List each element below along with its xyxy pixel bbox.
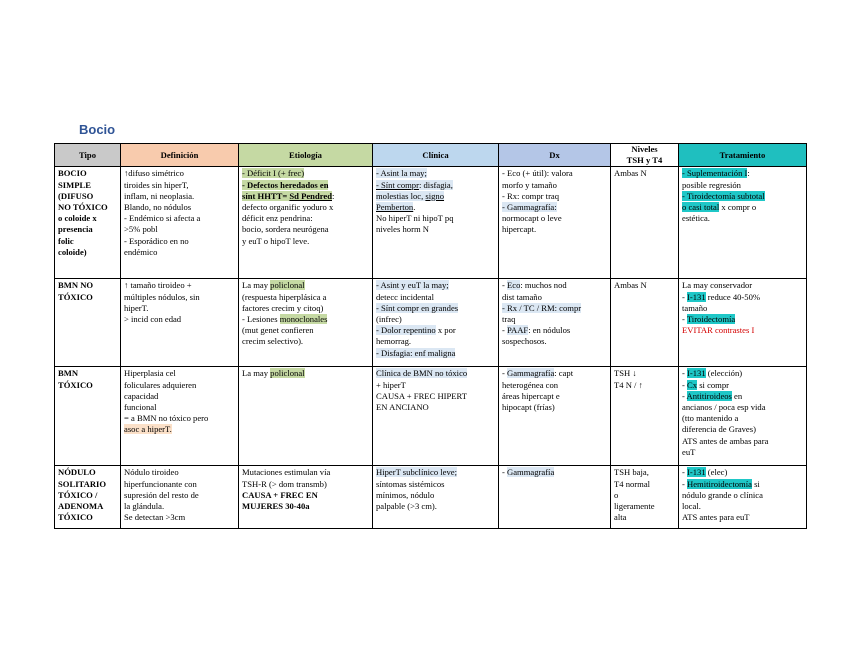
text-line: local.	[682, 501, 701, 512]
text-line	[242, 368, 369, 379]
text-line	[682, 202, 803, 213]
cell-tratamiento	[679, 466, 807, 529]
text-line: crecim selectivo).	[242, 336, 304, 347]
text-line: hiperT.	[124, 302, 149, 313]
text-fragment: -	[502, 467, 508, 478]
text-line	[502, 467, 607, 478]
text-line: - Rx: compr traq	[502, 190, 560, 201]
highlight-eco: Eco	[507, 280, 521, 291]
text-line	[502, 202, 607, 213]
text-line	[376, 191, 495, 202]
text-line: BMN NO	[58, 280, 94, 291]
text-line: diferencia de Graves)	[682, 424, 756, 435]
cell-tipo	[55, 466, 121, 529]
text-line: ATS antes para euT	[682, 512, 750, 523]
text-line	[682, 314, 803, 325]
text-line: palpable (>3 cm).	[376, 501, 437, 512]
bocio-table	[54, 143, 807, 529]
text-fragment: signo	[425, 190, 445, 201]
text-fragment: -	[682, 314, 687, 325]
text-line: - Esporádico en no	[124, 235, 189, 246]
text-line	[376, 280, 495, 291]
cell-definicion	[121, 466, 239, 529]
text-line: foliculares adquieren	[124, 379, 197, 390]
text-line: SOLITARIO	[58, 478, 107, 489]
cell-dx	[499, 466, 611, 529]
text-line: mínimos, nódulo	[376, 489, 435, 500]
highlight-gammagrafia: - Gammagrafía:	[502, 202, 557, 213]
text-fragment: -	[502, 325, 508, 336]
highlight-antitiroideos: Antitiroideos	[686, 390, 732, 401]
text-line: factores crecim y citoq)	[242, 302, 324, 313]
warning-contrastes: EVITAR contrastes I	[682, 325, 755, 336]
cell-niveles	[611, 367, 679, 466]
highlight-i131: I-131	[687, 291, 706, 302]
text-line: ancianos / poca esp vida	[682, 402, 766, 413]
text-line: CAUSA + FREC HIPERT	[376, 390, 468, 401]
text-line	[682, 292, 803, 303]
text-line: Ambas N	[614, 280, 647, 291]
text-line: estética.	[682, 213, 710, 224]
text-line: TSH ↓	[614, 368, 637, 379]
text-fragment: : en nódulos	[528, 325, 571, 336]
text-fragment: -	[682, 368, 688, 379]
text-fragment: - Lesiones	[242, 314, 280, 325]
table-row-bocio-simple	[55, 167, 807, 279]
text-line: Hiperplasia cel	[124, 368, 176, 379]
cell-dx	[499, 167, 611, 279]
text-line: (tto mantenido a	[682, 413, 739, 424]
highlight-asint: - Asint la may;	[376, 168, 427, 179]
text-line: BOCIO	[58, 168, 87, 179]
text-line: Ambas N	[614, 168, 647, 179]
text-line	[682, 479, 803, 490]
text-line: + hiperT	[376, 379, 406, 390]
header-dx: Dx	[499, 144, 611, 167]
header-niveles-line2: TSH y T4	[626, 155, 663, 166]
text-line: T4 normal	[614, 478, 651, 489]
text-line: ATS antes de ambas para	[682, 435, 769, 446]
cell-clinica	[373, 167, 499, 279]
text-line	[376, 325, 495, 336]
text-line	[376, 467, 495, 478]
text-line: o	[614, 489, 619, 500]
text-line: TÓXICO	[58, 512, 93, 523]
cell-tipo	[55, 167, 121, 279]
text-line: funcional	[124, 402, 157, 413]
text-line: sospechosos.	[502, 336, 547, 347]
cell-etiologia	[239, 367, 373, 466]
text-line: T4 N / ↑	[614, 379, 643, 390]
text-line	[124, 424, 235, 435]
highlight-cx: Cx	[687, 379, 698, 390]
highlight-tiroidectomia: - Tiroidectomía subtotal	[682, 190, 765, 201]
table-row-bmn-no-toxico	[55, 279, 807, 367]
text-line: Nódulo tiroideo	[124, 467, 179, 478]
text-line	[376, 348, 495, 359]
text-fragment: - Rx / TC / RM: compr	[502, 302, 582, 313]
text-fragment: - Sínt compr en grandes	[376, 302, 459, 313]
text-fragment: - Disfagia: enf maligna	[376, 347, 456, 358]
text-line: déficit enz pendrina:	[242, 213, 313, 224]
text-line	[242, 314, 369, 325]
highlight-sd-pendred: Sd Pendred	[289, 190, 332, 201]
table-row-bmn-toxico	[55, 367, 807, 466]
text-fragment: o casi total	[682, 202, 720, 213]
highlight-gammagrafia: Gammagrafía	[507, 467, 555, 478]
text-line: múltiples nódulos, sin	[124, 291, 200, 302]
text-line	[502, 325, 607, 336]
header-niveles-line1: Niveles	[631, 144, 658, 154]
header-etiologia: Etiología	[239, 144, 373, 167]
text-fragment: - Asint y euT la may;	[376, 280, 449, 291]
cell-tratamiento	[679, 279, 807, 367]
text-fragment: La may	[242, 280, 271, 291]
text-fragment: -	[502, 368, 508, 379]
cell-definicion	[121, 279, 239, 367]
text-line: áreas hipercapt e	[502, 390, 560, 401]
text-line: TÓXICO /	[58, 489, 98, 500]
text-line	[682, 380, 803, 391]
text-line: o coloide x	[58, 213, 97, 224]
text-line: La may conservador	[682, 280, 753, 291]
text-line: hipercapt.	[502, 224, 537, 235]
cell-etiologia	[239, 466, 373, 529]
text-line: posible regresión	[682, 179, 741, 190]
text-line: hiperfuncionante con	[124, 478, 197, 489]
text-fragment: en	[731, 390, 743, 401]
text-line: ↑difuso simétrico	[124, 168, 184, 179]
text-fragment: (elección)	[705, 368, 743, 379]
text-fragment: x por	[435, 325, 456, 336]
highlight-paaf: PAAF	[507, 325, 529, 336]
text-line: niveles horm N	[376, 224, 429, 235]
text-line	[682, 191, 803, 202]
highlight-policlonal: policlonal	[270, 280, 305, 291]
text-fragment: -	[682, 291, 688, 302]
highlight-asoc-hipert: asoc a hiperT.	[124, 424, 172, 435]
cell-definicion	[121, 167, 239, 279]
text-line: (DIFUSO	[58, 190, 94, 201]
header-tratamiento: Tratamiento	[679, 144, 807, 167]
text-line: euT	[682, 446, 696, 457]
text-line: morfo y tamaño	[502, 179, 557, 190]
text-line: normocapt o leve	[502, 213, 562, 224]
text-line: endémico	[124, 246, 158, 257]
text-line: - Eco (+ útil): valora	[502, 168, 573, 179]
text-line: traq	[502, 314, 516, 325]
cell-clinica	[373, 466, 499, 529]
header-tipo: Tipo	[55, 144, 121, 167]
text-line: = a BMN no tóxico pero	[124, 413, 209, 424]
text-line: NO TÓXICO	[58, 202, 108, 213]
text-line	[682, 391, 803, 402]
text-fragment: : capt	[554, 368, 574, 379]
text-fragment: molestias loc,	[376, 190, 426, 201]
text-line: alta	[614, 512, 627, 523]
cell-niveles	[611, 167, 679, 279]
text-fragment: -	[682, 390, 687, 401]
text-line: CAUSA + FREC EN	[242, 489, 318, 500]
highlight-suplementacion: - Suplementación I	[682, 168, 748, 179]
highlight-monoclonales: monoclonales	[279, 314, 328, 325]
text-fragment: sínt HHTT=	[242, 190, 290, 201]
text-line: Mutaciones estimulan vía	[242, 467, 331, 478]
cell-tipo	[55, 367, 121, 466]
highlight-i131: I-131	[687, 368, 706, 379]
text-line: síntomas sistémicos	[376, 478, 445, 489]
text-line	[682, 168, 803, 179]
text-line: - Endémico si afecta a	[124, 213, 201, 224]
text-line: la glándula.	[124, 501, 165, 512]
text-line	[242, 168, 369, 179]
text-line: capacidad	[124, 390, 159, 401]
text-fragment: si	[751, 478, 760, 489]
text-line: Pemberton.	[376, 202, 416, 213]
text-line: tamaño	[682, 302, 708, 313]
text-fragment: (elec)	[705, 467, 728, 478]
cell-dx	[499, 279, 611, 367]
text-fragment: HiperT subclínico leve;	[376, 467, 457, 478]
highlight-hemitiroidectomia: Hemitiroidectomía	[687, 478, 752, 489]
text-fragment: Pemberton	[376, 202, 414, 213]
text-line: (respuesta hiperplásica a	[242, 291, 327, 302]
text-line: sínt HHTT= Sd Pendred:	[242, 190, 335, 201]
text-line	[502, 303, 607, 314]
text-line: bocio, sordera neurógena	[242, 224, 329, 235]
text-line: ↑ tamaño tiroideo +	[124, 280, 192, 291]
header-row	[55, 144, 807, 167]
header-niveles	[611, 144, 679, 167]
text-line: presencia	[58, 224, 93, 235]
cell-clinica	[373, 367, 499, 466]
text-line: folic	[58, 235, 74, 246]
text-line: SIMPLE	[58, 179, 91, 190]
text-line: defecto organific yoduro x	[242, 202, 334, 213]
text-line	[682, 467, 803, 478]
text-line	[502, 368, 607, 379]
text-fragment: -	[502, 280, 508, 291]
text-line	[242, 180, 369, 191]
text-line: heterogénea con	[502, 379, 559, 390]
cell-dx	[499, 367, 611, 466]
highlight-policlonal: policlonal	[270, 368, 305, 379]
text-line: TSH-R (> dom transmb)	[242, 478, 327, 489]
highlight-tiroidectomia: Tiroidectomía	[686, 314, 736, 325]
text-line: TÓXICO	[58, 291, 93, 302]
text-line	[682, 368, 803, 379]
text-line: Se detectan >3cm	[124, 512, 186, 523]
text-line	[376, 368, 495, 379]
highlight-defectos: - Defectos heredados en	[242, 179, 329, 190]
table-row-nodulo-solitario	[55, 466, 807, 529]
text-fragment: - Sínt compr	[376, 179, 419, 190]
text-line	[376, 303, 495, 314]
text-line: No hiperT ni hipoT pq	[376, 213, 454, 224]
section-title: Bocio	[79, 122, 116, 137]
cell-definicion	[121, 367, 239, 466]
cell-clinica	[373, 279, 499, 367]
text-line: y euT o hipoT leve.	[242, 235, 310, 246]
highlight-dolor: - Dolor repentino	[376, 325, 436, 336]
text-line: ligeramente	[614, 501, 655, 512]
text-fragment: x compr o	[719, 202, 757, 213]
cell-tipo	[55, 279, 121, 367]
text-line: hipocapt (frías)	[502, 402, 555, 413]
text-line: NÓDULO	[58, 467, 96, 478]
text-line: TÓXICO	[58, 379, 93, 390]
text-line	[376, 168, 495, 179]
text-fragment: -	[682, 379, 688, 390]
text-line: supresión del resto de	[124, 489, 199, 500]
text-line: TSH baja,	[614, 467, 649, 478]
header-definicion: Definición	[121, 144, 239, 167]
text-line: BMN	[58, 368, 79, 379]
text-fragment: -	[682, 467, 688, 478]
cell-niveles	[611, 279, 679, 367]
text-line: > incid con edad	[124, 314, 182, 325]
cell-etiologia	[239, 279, 373, 367]
highlight-deficit-i: - Déficit I (+ frec)	[242, 168, 305, 179]
text-line: detecc incidental	[376, 291, 434, 302]
text-fragment: : muchos nod	[520, 280, 567, 291]
highlight-i131: I-131	[687, 467, 706, 478]
text-fragment: :	[747, 168, 750, 179]
highlight-gammagrafia: Gammagrafía	[507, 368, 555, 379]
text-fragment: : disfagia,	[418, 179, 453, 190]
text-line	[376, 180, 495, 191]
cell-etiologia	[239, 167, 373, 279]
text-line: inflam, ni neoplasia.	[124, 190, 195, 201]
text-fragment: si compr	[697, 379, 730, 390]
text-fragment: -	[682, 478, 688, 489]
text-fragment: La may	[242, 368, 271, 379]
text-fragment: Clínica de BMN no tóxico	[376, 368, 468, 379]
text-line	[502, 280, 607, 291]
text-line: dist tamaño	[502, 291, 542, 302]
cell-tratamiento	[679, 367, 807, 466]
text-line: MUJERES 30-40a	[242, 501, 310, 512]
text-line: EN ANCIANO	[376, 402, 429, 413]
text-line: ADENOMA	[58, 501, 104, 512]
text-line: hemorrag.	[376, 336, 412, 347]
text-line: Blando, no nódulos	[124, 202, 192, 213]
cell-niveles	[611, 466, 679, 529]
text-line: nódulo grande o clínica	[682, 489, 763, 500]
text-line: (infrec)	[376, 314, 402, 325]
text-line: (mut genet confieren	[242, 325, 314, 336]
text-line: coloide)	[58, 246, 87, 257]
cell-tratamiento	[679, 167, 807, 279]
text-line	[242, 280, 369, 291]
text-line: >5% pobl	[124, 224, 158, 235]
header-clinica: Clínica	[373, 144, 499, 167]
text-fragment: reduce 40-50%	[705, 291, 761, 302]
text-line: tiroides sin hiperT,	[124, 179, 189, 190]
